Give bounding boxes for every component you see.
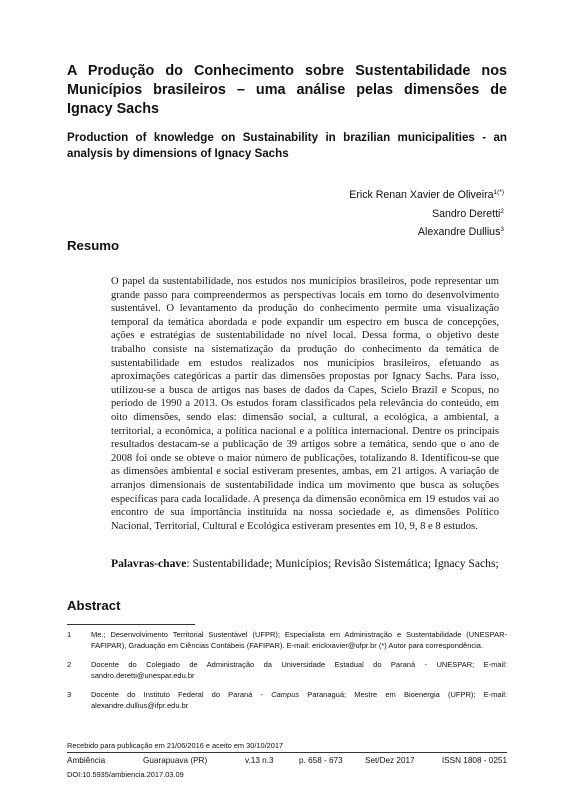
- keywords-list: : Sustentabilidade; Municípios; Revisão Sistemática; Ignacy Sachs;: [186, 557, 499, 570]
- footnote-number: 2: [67, 660, 72, 669]
- footnote-number: 3: [67, 690, 72, 699]
- section-heading-resumo: Resumo: [67, 238, 120, 253]
- footnote-1: [67, 630, 507, 651]
- footnote-3: [67, 690, 507, 711]
- keywords: [111, 556, 499, 572]
- footer-place: Guarapuava (PR): [143, 756, 208, 765]
- footer-divider: [67, 752, 507, 753]
- section-heading-abstract: Abstract: [67, 598, 121, 613]
- author-name: Sandro Deretti: [432, 207, 501, 220]
- footer-issn: ISSN 1808 - 0251: [441, 756, 507, 765]
- title-english: Production of knowledge on Sustainability in brazilian municipalities - an analysis by dimensions of Ignacy Sachs: [67, 131, 507, 160]
- footnote-divider: [67, 624, 195, 625]
- author-list: [349, 185, 504, 241]
- footer-date: Set/Dez 2017: [365, 756, 415, 765]
- page-footer: [67, 756, 507, 768]
- footnote-2: [67, 660, 507, 681]
- keywords-label: Palavras-chave: [111, 557, 187, 570]
- author-3: [349, 222, 504, 241]
- doi: DOI:10.5935/ambiencia.2017.03.09: [67, 770, 184, 779]
- title-portuguese: A Produção do Conhecimento sobre Sustentabilidade nos Municípios brasileiros – uma análise pelas dimensões de Ignacy Sachs: [67, 63, 507, 117]
- footer-pages: p. 658 - 673: [299, 756, 343, 765]
- author-affiliation-mark: 3: [500, 226, 504, 233]
- footnote-number: 1: [67, 630, 72, 639]
- author-2: [349, 204, 504, 223]
- footnote-text-part: Paranaguá; Mestre em Bioenergia (UFPR); E-mail: alexandre.dullius@ifpr.edu.br: [91, 690, 507, 710]
- author-affiliation-mark: 2: [500, 207, 504, 215]
- footnote-text: [91, 660, 507, 681]
- author-name: Erick Renan Xavier de Oliveira: [349, 189, 494, 201]
- footnote-text-part: Me.; Desenvolvimento Territorial Sustentável (UFPR); Especialista em Administração e Sustentabilidade (UNESPAR-FAFIPAR), Graduação em Ciências Contábeis (FAFIPAR). E-mail: erickxavier@ufpr.br (*) Autor para correspondência.: [91, 630, 507, 650]
- footnote-text-part: Docente do Instituto Federal do Paraná -: [91, 690, 272, 699]
- footnote-text-italic: Campus: [271, 690, 300, 699]
- footer-journal: Ambiência: [67, 756, 106, 765]
- author-1: [349, 185, 504, 204]
- author-name: Alexandre Dullius: [417, 226, 501, 238]
- footnote-text: [91, 630, 507, 651]
- author-affiliation-mark: 1(*): [493, 189, 504, 196]
- footer-volume: v.13 n.3: [245, 756, 274, 765]
- received-date: Recebido para publicação em 21/06/2016 e aceito em 30/10/2017: [67, 741, 284, 750]
- footnote-text-part: Docente do Colegiado de Administração da Universidade Estadual do Paraná - UNESPAR; E-mail: sandro.deretti@unespar.edu.br: [91, 660, 507, 680]
- resumo-body: O papel da sustentabilidade, nos estudos nos municípios brasileiros, pode representar um grande passo para compreendermos as perspectivas locais em torno do desenvolvimento sustentável. O levantamento da produção do conhecimento permite uma visualização temporal da temática abordada e pode expandir um espectro em busca de concepções, ações e estratégias de sustentabilidade no nível local. Dessa forma, o objetivo deste trabalho consiste na sistematização da produção do conhecimento da temática de sustentabilidade em estudos realizados nos municípios brasileiros, efetuando as aproximações categóricas a partir das dimensões propostas por Ignacy Sachs. Para isso, utilizou-se a busca de artigos nas bases de dados da Capes, Scielo Brazil e Scopus, no período de 1990 a 2013. Os estudos foram classificados pela relevância do conteúdo, em oito dimensões, sendo elas: dimensão social, a cultural, a ecológica, a ambiental, a territorial, a econômica, a política nacional e a política internacional. Dentre os principais resultados destacam-se a publicação de 39 artigos sobre a temática, sendo que o ano de 2008 foi onde se obteve o maior número de publicações, totalizando 8. Identificou-se que as dimensões ambiental e social estiveram presentes, ambas, em 21 artigos. A variação de arranjos dimensionais de sustentabilidade indica um movimento que busca as soluções específicas para cada localidade. A presença da dimensão econômica em 19 estudos vai ao encontro de sua importância instituída na nossa sociedade e, as dimensões Político Nacional, Territorial, Cultural e Ecológica estiveram presentes em 10, 9, 8 e 8 estudos.: [111, 276, 499, 532]
- footnote-text: [91, 690, 507, 711]
